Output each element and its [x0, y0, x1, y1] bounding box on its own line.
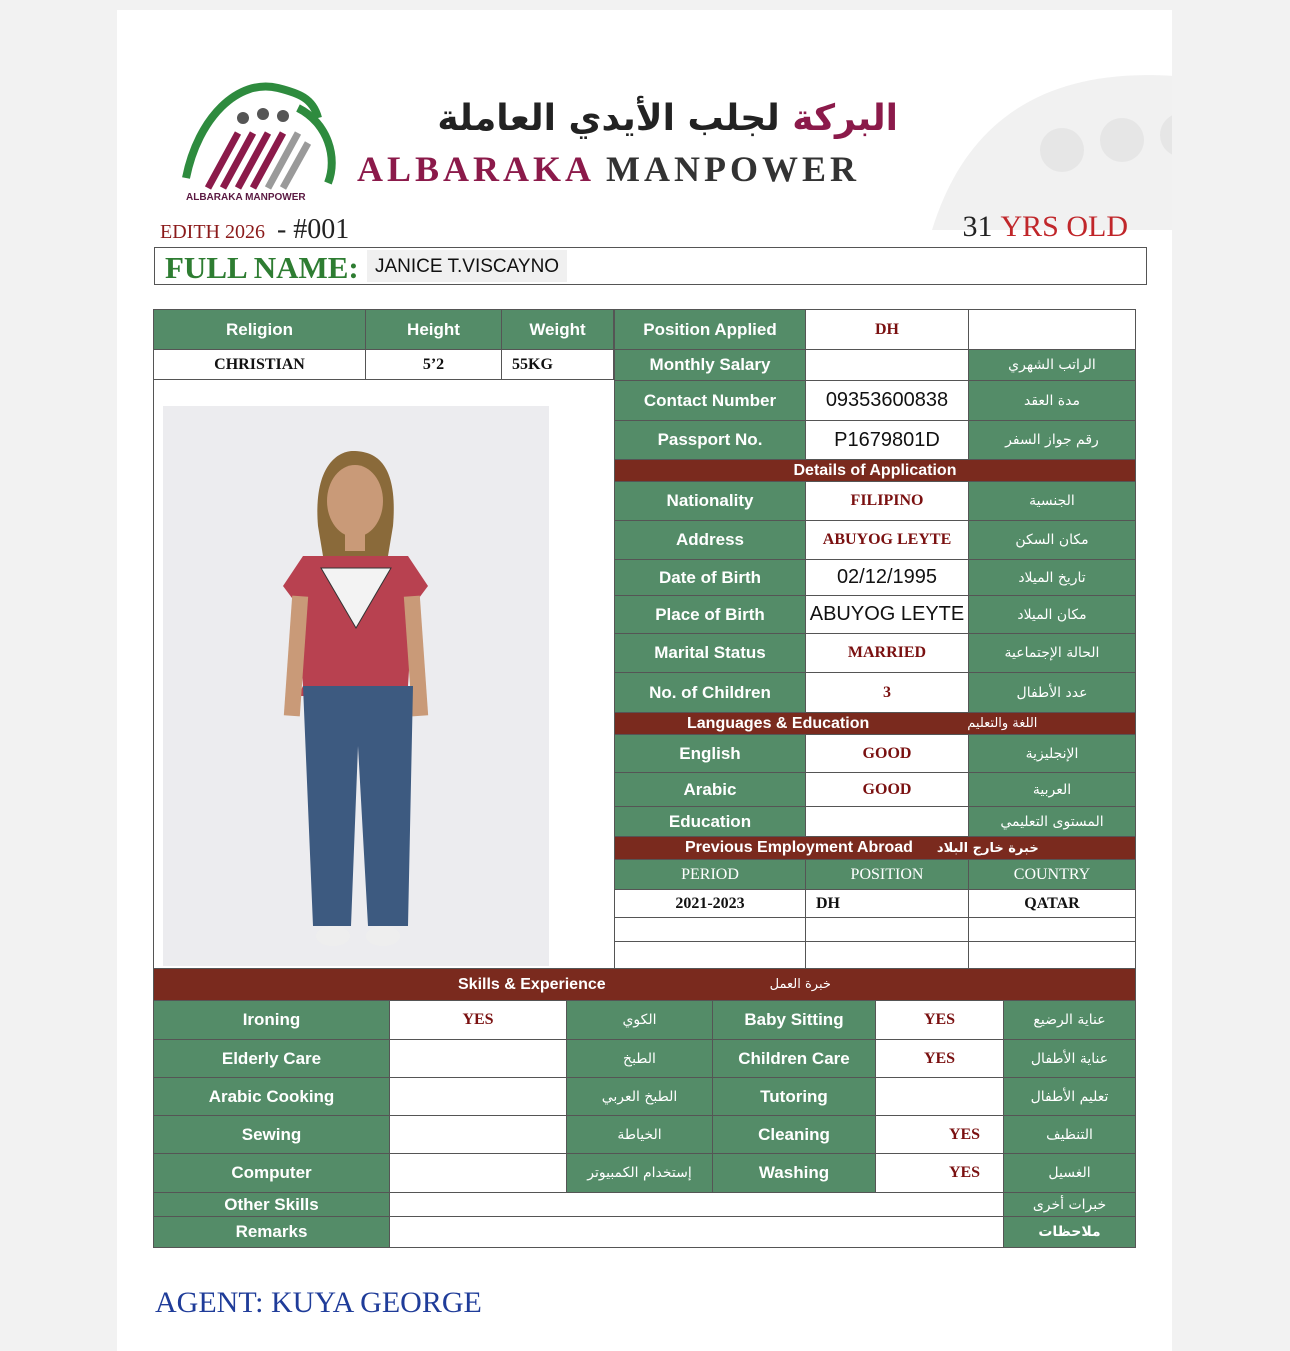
- employment-column-header: PERIOD: [614, 859, 806, 890]
- language-arabic: الإنجليزية: [968, 734, 1136, 773]
- employment-period: [614, 941, 806, 969]
- religion-value: CHRISTIAN: [153, 349, 366, 380]
- weight-value: 55KG: [501, 349, 614, 380]
- skill-label: Baby Sitting: [712, 1000, 876, 1040]
- skill-value: [389, 1115, 567, 1154]
- details-label: Date of Birth: [614, 559, 806, 596]
- skill-arabic: الطبخ: [566, 1039, 713, 1078]
- other-skills-label: Other Skills: [153, 1192, 390, 1217]
- age-number: 31: [962, 210, 993, 243]
- language-label: Arabic: [614, 772, 806, 807]
- details-label: Nationality: [614, 481, 806, 521]
- applicant-code: [160, 214, 349, 246]
- agent-name: AGENT: KUYA GEORGE: [155, 1286, 482, 1319]
- details-arabic: عدد الأطفال: [968, 672, 1136, 713]
- religion-header: Religion: [153, 309, 366, 350]
- details-value: ABUYOG LEYTE: [805, 595, 969, 634]
- skill-arabic: الكوي: [566, 1000, 713, 1040]
- language-value: [805, 806, 969, 837]
- skill-label: Elderly Care: [153, 1039, 390, 1078]
- skill-arabic: إستخدام الكمبيوتر: [566, 1153, 713, 1193]
- skill-arabic: الطبخ العربي: [566, 1077, 713, 1116]
- info-arabic: الراتب الشهري: [968, 349, 1136, 381]
- details-arabic: تاريخ الميلاد: [968, 559, 1136, 596]
- employment-position: [805, 941, 969, 969]
- full-name-value: JANICE T.VISCAYNO: [367, 250, 567, 282]
- info-arabic: [968, 309, 1136, 350]
- language-arabic: العربية: [968, 772, 1136, 807]
- skill-value: YES: [875, 1039, 1004, 1078]
- skill-label: Washing: [712, 1153, 876, 1193]
- employment-position: DH: [805, 889, 969, 918]
- languages-header-label: Languages & Education: [687, 714, 870, 732]
- arabic-name-rest: لجلب الأيدي العاملة: [437, 98, 780, 139]
- info-arabic: رقم جواز السفر: [968, 420, 1136, 460]
- skills-header: [153, 968, 1136, 1001]
- language-label: Education: [614, 806, 806, 837]
- albaraka-logo-icon: [178, 78, 338, 208]
- employment-period: 2021-2023: [614, 889, 806, 918]
- info-value: DH: [805, 309, 969, 350]
- remarks-arabic: ملاحظات: [1003, 1216, 1136, 1248]
- details-label: No. of Children: [614, 672, 806, 713]
- remarks-label: Remarks: [153, 1216, 390, 1248]
- language-value: GOOD: [805, 734, 969, 773]
- employment-country: [968, 917, 1136, 942]
- age-text: YRS OLD: [1000, 210, 1128, 243]
- employment-column-header: COUNTRY: [968, 859, 1136, 890]
- skill-value: YES: [875, 1153, 1004, 1193]
- skill-label: Children Care: [712, 1039, 876, 1078]
- skill-arabic: التنظيف: [1003, 1115, 1136, 1154]
- person-photo-icon: [163, 406, 549, 966]
- details-value: MARRIED: [805, 633, 969, 673]
- info-value: [805, 349, 969, 381]
- height-value: 5’2: [365, 349, 502, 380]
- employment-country: QATAR: [968, 889, 1136, 918]
- language-value: GOOD: [805, 772, 969, 807]
- details-arabic: الجنسية: [968, 481, 1136, 521]
- full-name-box: [154, 247, 1147, 285]
- company-name: [357, 148, 860, 190]
- details-value: ABUYOG LEYTE: [805, 520, 969, 560]
- details-value: 3: [805, 672, 969, 713]
- skill-value: [389, 1077, 567, 1116]
- employment-country: [968, 941, 1136, 969]
- info-label: Contact Number: [614, 380, 806, 421]
- details-header: Details of Application: [614, 459, 1136, 482]
- skill-label: Sewing: [153, 1115, 390, 1154]
- employment-position: [805, 917, 969, 942]
- brand-part1: ALBARAKA: [357, 149, 594, 189]
- info-arabic: مدة العقد: [968, 380, 1136, 421]
- brand-part2: MANPOWER: [606, 149, 861, 189]
- skills-header-label: Skills & Experience: [458, 975, 606, 993]
- employment-period: [614, 917, 806, 942]
- employment-column-header: POSITION: [805, 859, 969, 890]
- arabic-name-maroon: البركة: [792, 98, 898, 139]
- skill-label: Computer: [153, 1153, 390, 1193]
- employment-header: [614, 836, 1136, 860]
- skill-value: [875, 1077, 1004, 1116]
- info-value: P1679801D: [805, 420, 969, 460]
- skill-value: YES: [875, 1000, 1004, 1040]
- info-label: Monthly Salary: [614, 349, 806, 381]
- skill-label: Tutoring: [712, 1077, 876, 1116]
- details-value: 02/12/1995: [805, 559, 969, 596]
- details-arabic: الحالة الإجتماعية: [968, 633, 1136, 673]
- details-label: Place of Birth: [614, 595, 806, 634]
- employment-header-label: Previous Employment Abroad: [685, 839, 913, 856]
- employment-header-arabic: خبرة خارج البلاد: [936, 840, 1039, 856]
- other-skills-arabic: خبرات أخرى: [1003, 1192, 1136, 1217]
- info-label: Passport No.: [614, 420, 806, 460]
- skill-value: YES: [389, 1000, 567, 1040]
- remarks-value: [389, 1216, 1004, 1248]
- skill-value: YES: [875, 1115, 1004, 1154]
- languages-header: [614, 712, 1136, 735]
- weight-header: Weight: [501, 309, 614, 350]
- skills-header-arabic: خبرة العمل: [769, 977, 831, 992]
- skill-arabic: الخياطة: [566, 1115, 713, 1154]
- arabic-company-name: [350, 98, 898, 139]
- info-label: Position Applied: [614, 309, 806, 350]
- logo-caption: ALBARAKA MANPOWER: [186, 192, 306, 203]
- info-value: 09353600838: [805, 380, 969, 421]
- details-arabic: مكان السكن: [968, 520, 1136, 560]
- applicant-photo: [163, 406, 549, 966]
- details-value: FILIPINO: [805, 481, 969, 521]
- language-label: English: [614, 734, 806, 773]
- code-number: - #001: [276, 214, 350, 245]
- skill-arabic: عناية الأطفال: [1003, 1039, 1136, 1078]
- code-label: EDITH 2026: [160, 221, 265, 243]
- skill-arabic: عناية الرضيع: [1003, 1000, 1136, 1040]
- details-label: Marital Status: [614, 633, 806, 673]
- skill-label: Arabic Cooking: [153, 1077, 390, 1116]
- skill-arabic: الغسيل: [1003, 1153, 1136, 1193]
- other-skills-value: [389, 1192, 1004, 1217]
- skill-label: Ironing: [153, 1000, 390, 1040]
- height-header: Height: [365, 309, 502, 350]
- skill-label: Cleaning: [712, 1115, 876, 1154]
- skill-value: [389, 1039, 567, 1078]
- age: [962, 210, 1128, 244]
- full-name-label: FULL NAME:: [165, 250, 359, 285]
- languages-header-arabic: اللغة والتعليم: [967, 716, 1038, 731]
- skill-value: [389, 1153, 567, 1193]
- language-arabic: المستوى التعليمي: [968, 806, 1136, 837]
- details-label: Address: [614, 520, 806, 560]
- details-arabic: مكان الميلاد: [968, 595, 1136, 634]
- skill-arabic: تعليم الأطفال: [1003, 1077, 1136, 1116]
